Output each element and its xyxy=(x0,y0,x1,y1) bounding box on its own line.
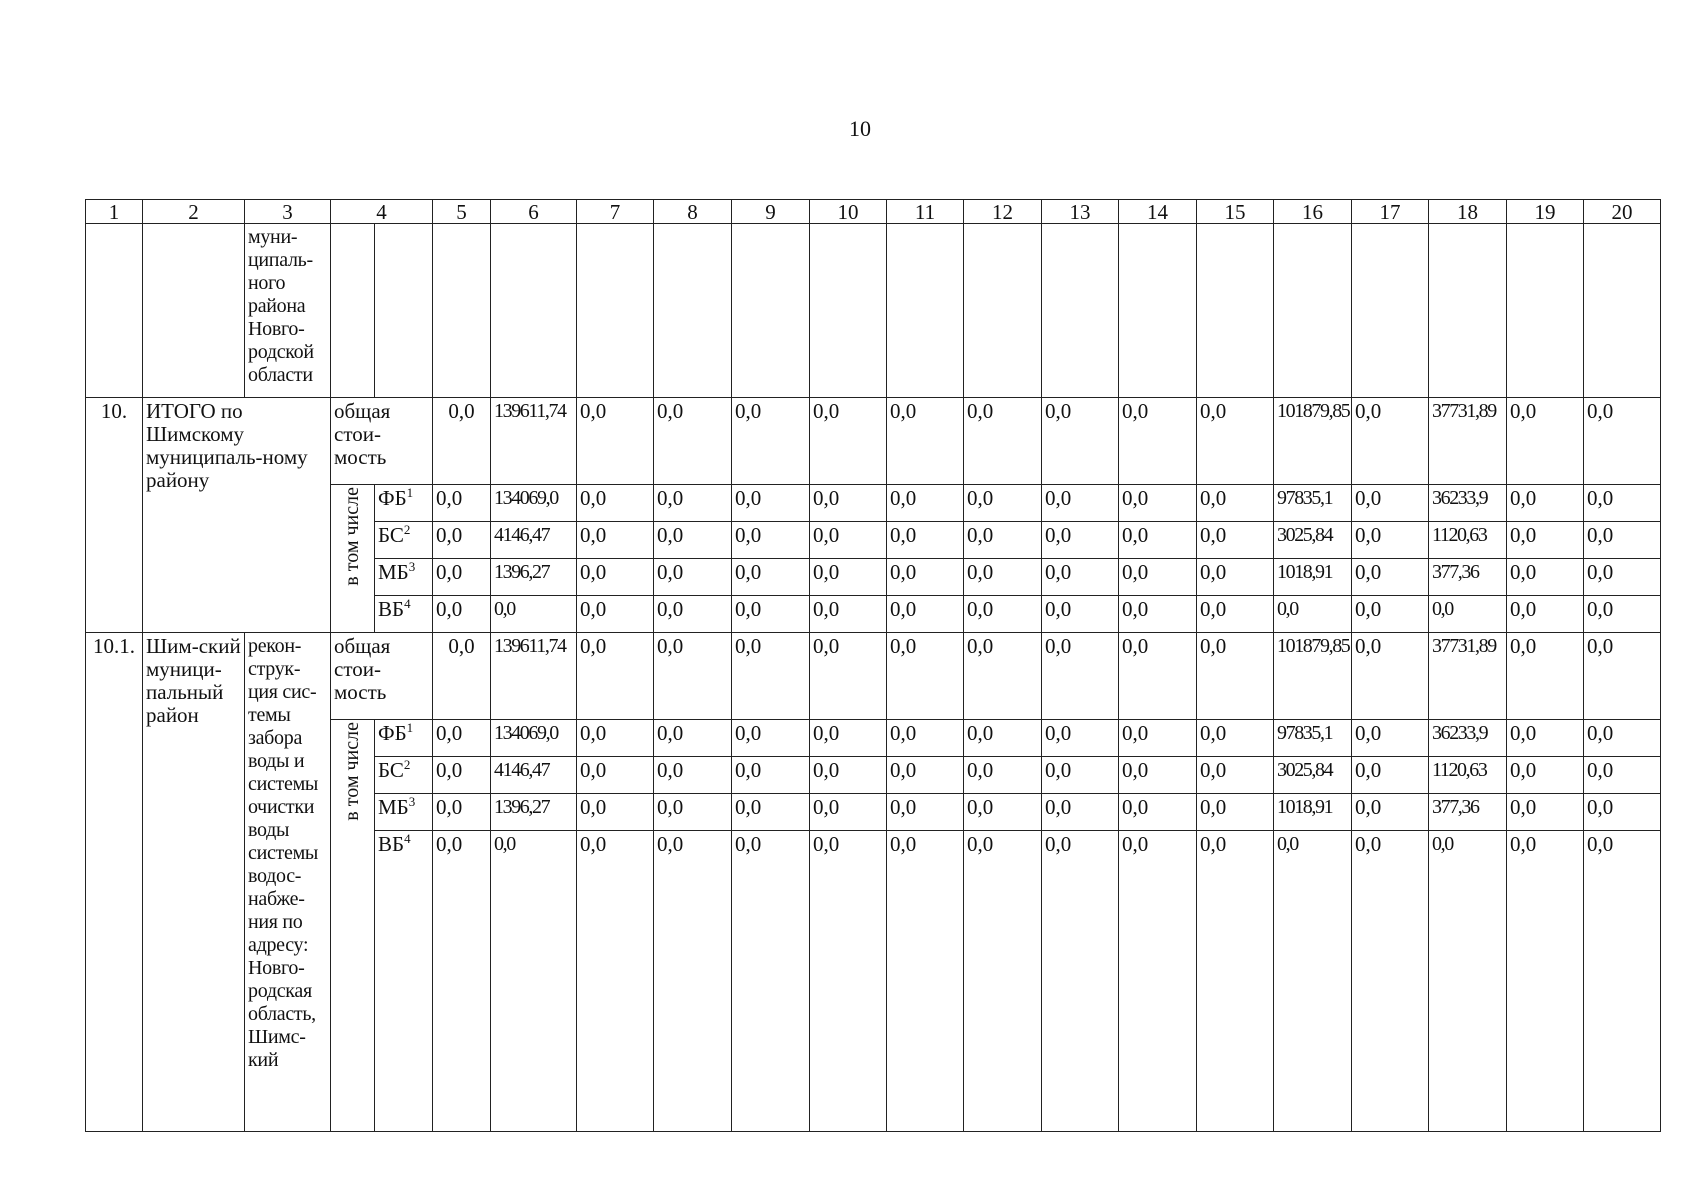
footnote-mark: 3 xyxy=(408,559,416,574)
source-value: 0,0 xyxy=(491,831,577,1132)
cell-empty xyxy=(1584,224,1661,398)
source-value: 0,0 xyxy=(1584,485,1661,522)
column-number-row xyxy=(86,200,1661,224)
total-value: 101879,85 xyxy=(1274,633,1352,720)
total-value: 0,0 xyxy=(1507,398,1584,485)
column-number: 7 xyxy=(577,200,654,224)
source-value: 0,0 xyxy=(1119,559,1197,596)
source-code xyxy=(375,596,433,633)
total-row xyxy=(86,633,1661,720)
source-value: 0,0 xyxy=(577,757,654,794)
source-value: 0,0 xyxy=(1042,794,1119,831)
source-code-text: ВБ xyxy=(378,832,405,856)
continued-text: муни-ципаль-ного района Новго-родской области xyxy=(245,224,331,398)
including-label-cell xyxy=(331,720,375,1132)
source-value: 0,0 xyxy=(654,757,732,794)
source-value: 0,0 xyxy=(1042,720,1119,757)
source-value: 0,0 xyxy=(1197,757,1274,794)
source-code-text: МБ xyxy=(378,795,409,819)
total-value: 101879,85 xyxy=(1274,398,1352,485)
source-value: 0,0 xyxy=(1507,757,1584,794)
total-value: 0,0 xyxy=(887,633,964,720)
source-code-text: БС xyxy=(378,758,404,782)
source-value: 0,0 xyxy=(1042,831,1119,1132)
source-value: 0,0 xyxy=(1119,720,1197,757)
source-value: 0,0 xyxy=(577,596,654,633)
column-number: 2 xyxy=(143,200,245,224)
total-name: ИТОГО по Шимскому муниципаль-ному району xyxy=(143,398,331,633)
source-code xyxy=(375,757,433,794)
source-value: 0,0 xyxy=(1507,522,1584,559)
total-value: 0,0 xyxy=(1197,398,1274,485)
total-value: 0,0 xyxy=(1119,633,1197,720)
source-value: 0,0 xyxy=(810,720,887,757)
source-value: 1120,63 xyxy=(1429,522,1507,559)
cell-empty xyxy=(86,224,143,398)
source-value: 97835,1 xyxy=(1274,485,1352,522)
source-value: 0,0 xyxy=(1584,596,1661,633)
source-value: 377,36 xyxy=(1429,794,1507,831)
source-value: 0,0 xyxy=(1042,596,1119,633)
source-value: 0,0 xyxy=(433,559,491,596)
source-value: 0,0 xyxy=(1507,485,1584,522)
cell-empty xyxy=(1197,224,1274,398)
including-label-cell xyxy=(331,485,375,633)
footnote-mark: 4 xyxy=(404,596,411,611)
source-value: 0,0 xyxy=(1197,485,1274,522)
total-cost-label: общая стои-мость xyxy=(331,633,433,720)
source-value: 0,0 xyxy=(964,720,1042,757)
source-value: 0,0 xyxy=(433,794,491,831)
source-code-text: ВБ xyxy=(378,597,405,621)
source-value: 0,0 xyxy=(654,559,732,596)
source-value: 97835,1 xyxy=(1274,720,1352,757)
source-value: 0,0 xyxy=(577,794,654,831)
source-value: 36233,9 xyxy=(1429,720,1507,757)
source-value: 0,0 xyxy=(732,559,810,596)
funding-table xyxy=(85,199,1661,1132)
source-value: 0,0 xyxy=(964,596,1042,633)
cell-empty xyxy=(1274,224,1352,398)
column-number: 16 xyxy=(1274,200,1352,224)
column-number: 6 xyxy=(491,200,577,224)
total-value: 0,0 xyxy=(433,633,491,720)
page-number: 10 xyxy=(849,116,871,141)
source-value: 0,0 xyxy=(964,485,1042,522)
source-value: 0,0 xyxy=(1119,596,1197,633)
total-value: 37731,89 xyxy=(1429,398,1507,485)
source-value: 1396,27 xyxy=(491,794,577,831)
source-value: 0,0 xyxy=(732,522,810,559)
source-code-text: БС xyxy=(378,523,404,547)
column-number: 19 xyxy=(1507,200,1584,224)
source-value: 0,0 xyxy=(433,720,491,757)
total-value: 0,0 xyxy=(964,633,1042,720)
source-value: 0,0 xyxy=(1352,794,1429,831)
cell-empty xyxy=(654,224,732,398)
column-number: 14 xyxy=(1119,200,1197,224)
source-value: 0,0 xyxy=(1119,757,1197,794)
source-value: 0,0 xyxy=(810,757,887,794)
source-value: 0,0 xyxy=(654,596,732,633)
source-value: 0,0 xyxy=(654,794,732,831)
total-value: 0,0 xyxy=(433,398,491,485)
cell-empty xyxy=(143,224,245,398)
total-value: 0,0 xyxy=(1042,398,1119,485)
total-value: 0,0 xyxy=(1042,633,1119,720)
column-number: 8 xyxy=(654,200,732,224)
cell-empty xyxy=(964,224,1042,398)
cell-empty xyxy=(331,224,375,398)
source-value: 0,0 xyxy=(1429,831,1507,1132)
source-value: 0,0 xyxy=(732,794,810,831)
footnote-mark: 1 xyxy=(406,485,414,500)
row-number: 10. xyxy=(86,398,143,633)
cell-empty xyxy=(1429,224,1507,398)
source-value: 0,0 xyxy=(577,559,654,596)
source-value: 0,0 xyxy=(433,757,491,794)
continuation-row xyxy=(86,224,1661,398)
total-value: 0,0 xyxy=(964,398,1042,485)
cell-empty xyxy=(433,224,491,398)
source-value: 0,0 xyxy=(732,757,810,794)
source-code xyxy=(375,559,433,596)
source-value: 36233,9 xyxy=(1429,485,1507,522)
source-value: 0,0 xyxy=(810,831,887,1132)
footnote-mark: 4 xyxy=(404,831,411,846)
source-code-text: ФБ xyxy=(378,721,407,745)
source-value: 0,0 xyxy=(1352,757,1429,794)
source-value: 0,0 xyxy=(887,794,964,831)
source-value: 0,0 xyxy=(1584,559,1661,596)
column-number: 5 xyxy=(433,200,491,224)
source-value: 4146,47 xyxy=(491,757,577,794)
source-value: 0,0 xyxy=(1584,831,1661,1132)
source-value: 0,0 xyxy=(654,485,732,522)
cell-empty xyxy=(491,224,577,398)
cell-empty xyxy=(887,224,964,398)
source-value: 0,0 xyxy=(577,720,654,757)
total-value: 0,0 xyxy=(732,398,810,485)
source-value: 0,0 xyxy=(1429,596,1507,633)
column-number: 3 xyxy=(245,200,331,224)
source-value: 0,0 xyxy=(1197,596,1274,633)
column-number: 13 xyxy=(1042,200,1119,224)
source-value: 0,0 xyxy=(1352,831,1429,1132)
source-code-text: МБ xyxy=(378,560,409,584)
source-value: 0,0 xyxy=(887,522,964,559)
source-value: 0,0 xyxy=(491,596,577,633)
source-value: 0,0 xyxy=(1584,522,1661,559)
row-number: 10.1. xyxy=(86,633,143,1132)
source-value: 0,0 xyxy=(654,720,732,757)
source-value: 0,0 xyxy=(1042,522,1119,559)
source-value: 1120,63 xyxy=(1429,757,1507,794)
source-value: 0,0 xyxy=(433,831,491,1132)
event-description: рекон-струк-ция сис-темы забора воды и системы очистки воды системы водос-набже-ния по адресу: Новго-родская область, Шимс-кий xyxy=(245,633,331,1132)
source-value: 1018,91 xyxy=(1274,794,1352,831)
source-value: 0,0 xyxy=(810,485,887,522)
source-value: 0,0 xyxy=(964,757,1042,794)
source-value: 0,0 xyxy=(1274,596,1352,633)
source-code xyxy=(375,831,433,1132)
source-code-text: ФБ xyxy=(378,486,407,510)
source-value: 0,0 xyxy=(1119,522,1197,559)
footnote-mark: 2 xyxy=(403,522,411,537)
source-value: 0,0 xyxy=(1584,794,1661,831)
source-value: 0,0 xyxy=(887,720,964,757)
source-value: 0,0 xyxy=(1352,559,1429,596)
column-number: 17 xyxy=(1352,200,1429,224)
source-value: 3025,84 xyxy=(1274,522,1352,559)
source-value: 0,0 xyxy=(433,596,491,633)
source-value: 0,0 xyxy=(1197,522,1274,559)
column-number: 20 xyxy=(1584,200,1661,224)
source-value: 0,0 xyxy=(1507,831,1584,1132)
source-value: 0,0 xyxy=(887,559,964,596)
source-value: 0,0 xyxy=(887,757,964,794)
source-value: 0,0 xyxy=(1507,720,1584,757)
municipality-name: Шим-ский муници-пальный район xyxy=(143,633,245,1132)
source-value: 0,0 xyxy=(1352,485,1429,522)
source-value: 0,0 xyxy=(1119,485,1197,522)
source-value: 0,0 xyxy=(1584,720,1661,757)
source-value: 0,0 xyxy=(1042,485,1119,522)
total-value: 0,0 xyxy=(577,398,654,485)
source-value: 0,0 xyxy=(1119,794,1197,831)
total-value: 0,0 xyxy=(1352,633,1429,720)
column-number: 1 xyxy=(86,200,143,224)
column-number: 10 xyxy=(810,200,887,224)
source-value: 0,0 xyxy=(1352,720,1429,757)
source-value: 0,0 xyxy=(964,831,1042,1132)
total-value: 139611,74 xyxy=(491,398,577,485)
source-code xyxy=(375,522,433,559)
total-value: 0,0 xyxy=(1584,398,1661,485)
total-value: 0,0 xyxy=(810,633,887,720)
total-value: 139611,74 xyxy=(491,633,577,720)
total-value: 0,0 xyxy=(1352,398,1429,485)
total-value: 0,0 xyxy=(1119,398,1197,485)
footnote-mark: 3 xyxy=(408,794,416,809)
cell-empty xyxy=(1507,224,1584,398)
source-value: 0,0 xyxy=(810,794,887,831)
source-value: 0,0 xyxy=(1274,831,1352,1132)
source-code xyxy=(375,720,433,757)
source-value: 0,0 xyxy=(1042,757,1119,794)
source-code xyxy=(375,485,433,522)
source-value: 1018,91 xyxy=(1274,559,1352,596)
cell-empty xyxy=(1119,224,1197,398)
source-value: 0,0 xyxy=(433,485,491,522)
source-value: 3025,84 xyxy=(1274,757,1352,794)
source-code xyxy=(375,794,433,831)
column-number: 4 xyxy=(331,200,433,224)
source-value: 377,36 xyxy=(1429,559,1507,596)
source-value: 1396,27 xyxy=(491,559,577,596)
total-value: 0,0 xyxy=(577,633,654,720)
column-number: 11 xyxy=(887,200,964,224)
column-number: 9 xyxy=(732,200,810,224)
including-label: в том числе xyxy=(341,722,363,821)
source-value: 0,0 xyxy=(1119,831,1197,1132)
source-value: 0,0 xyxy=(1352,522,1429,559)
footnote-mark: 2 xyxy=(403,757,411,772)
source-value: 134069,0 xyxy=(491,485,577,522)
cell-empty xyxy=(732,224,810,398)
source-value: 0,0 xyxy=(964,794,1042,831)
source-value: 0,0 xyxy=(1197,831,1274,1132)
source-value: 0,0 xyxy=(577,831,654,1132)
total-value: 0,0 xyxy=(732,633,810,720)
source-value: 0,0 xyxy=(1197,794,1274,831)
source-value: 0,0 xyxy=(810,596,887,633)
total-value: 0,0 xyxy=(810,398,887,485)
total-value: 0,0 xyxy=(654,633,732,720)
source-value: 0,0 xyxy=(1042,559,1119,596)
source-value: 0,0 xyxy=(732,596,810,633)
source-value: 0,0 xyxy=(732,485,810,522)
total-value: 0,0 xyxy=(1507,633,1584,720)
source-value: 0,0 xyxy=(887,596,964,633)
source-value: 0,0 xyxy=(1352,596,1429,633)
source-value: 0,0 xyxy=(964,522,1042,559)
source-value: 134069,0 xyxy=(491,720,577,757)
total-value: 0,0 xyxy=(654,398,732,485)
total-value: 0,0 xyxy=(1197,633,1274,720)
source-value: 0,0 xyxy=(654,831,732,1132)
column-number: 18 xyxy=(1429,200,1507,224)
cell-empty xyxy=(577,224,654,398)
source-value: 0,0 xyxy=(1584,757,1661,794)
cell-empty xyxy=(1042,224,1119,398)
source-value: 0,0 xyxy=(810,522,887,559)
source-value: 0,0 xyxy=(964,559,1042,596)
source-value: 0,0 xyxy=(1507,596,1584,633)
total-row xyxy=(86,398,1661,485)
source-value: 0,0 xyxy=(732,831,810,1132)
total-value: 37731,89 xyxy=(1429,633,1507,720)
total-value: 0,0 xyxy=(887,398,964,485)
cell-empty xyxy=(1352,224,1429,398)
total-value: 0,0 xyxy=(1584,633,1661,720)
source-value: 0,0 xyxy=(732,720,810,757)
source-value: 0,0 xyxy=(1197,720,1274,757)
footnote-mark: 1 xyxy=(406,720,414,735)
source-value: 0,0 xyxy=(1507,794,1584,831)
source-value: 0,0 xyxy=(887,485,964,522)
source-value: 0,0 xyxy=(577,485,654,522)
column-number: 15 xyxy=(1197,200,1274,224)
source-value: 0,0 xyxy=(887,831,964,1132)
source-value: 0,0 xyxy=(654,522,732,559)
source-value: 0,0 xyxy=(1507,559,1584,596)
cell-empty xyxy=(810,224,887,398)
source-value: 0,0 xyxy=(577,522,654,559)
cell-empty xyxy=(375,224,433,398)
including-label: в том числе xyxy=(341,487,363,586)
total-cost-label: общая стои-мость xyxy=(331,398,433,485)
source-value: 4146,47 xyxy=(491,522,577,559)
source-value: 0,0 xyxy=(1197,559,1274,596)
column-number: 12 xyxy=(964,200,1042,224)
source-value: 0,0 xyxy=(810,559,887,596)
source-value: 0,0 xyxy=(433,522,491,559)
